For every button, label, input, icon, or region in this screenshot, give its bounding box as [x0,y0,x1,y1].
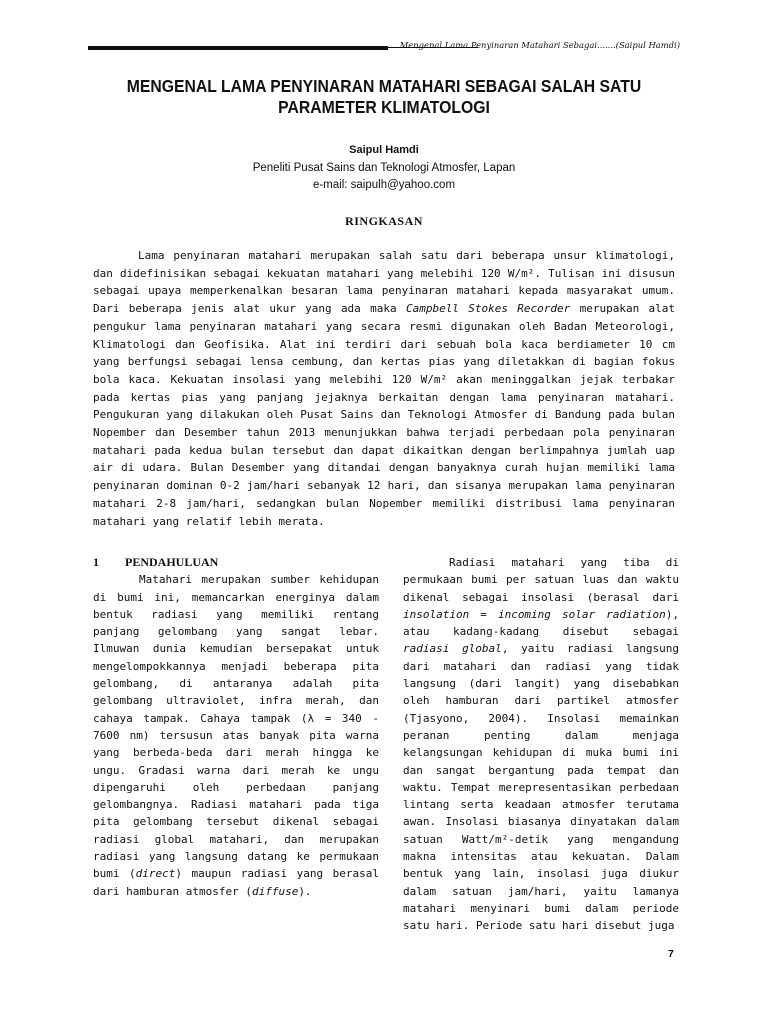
column-right [403,554,679,935]
term-direct: direct [135,867,176,881]
abstract-instrument-name: Campbell Stokes Recorder [405,302,571,316]
section-title: PENDAHULUAN [125,555,219,569]
abstract-text-2: merupakan alat pengukur lama penyinaran matahari yang secara resmi digunakan oleh Badan Meteorologi, Klimatologi dan Geofisika. Alat ini terdiri dari sebuah bola kaca berdiameter 10 cm yang berfungsi sebagai lensa cembung, dan kertas pias yang diletakkan di bagian fokus bola kaca. Kekuatan insolasi yang melebihi 120 W/m² akan meninggalkan jejak terbakar pada kertas pias yang panjang jejaknya berkaitan dengan lama penyinaran matahari. Pengukuran yang dilakukan oleh Pusat Sains dan Teknologi Atmosfer di Bandung pada bulan Nopember dan Desember tahun 2013 menunjukkan bahwa terjadi perbedaan pola penyinaran matahari pada kedua bulan tersebut dan dapat dikaitkan dengan berlimpahnya jumlah uap air di udara. Bulan Desember yang ditandai dengan banyaknya curah hujan memiliki lama penyinaran dominan 0-2 jam/hari sebanyak 12 hari, dan sisanya merupakan lama penyinaran matahari 2-8 jam/hari, sedangkan bulan Nopember memiliki distribusi lama penyinaran matahari yang relatif lebih merata. [93,302,676,528]
column-left [93,554,379,900]
page-number: 7 [668,948,674,960]
intro-text-4: Radiasi matahari yang tiba di permukaan bumi per satuan luas dan waktu dikenal sebagai insolasi (berasal dari [403,556,679,604]
section-heading [93,554,379,571]
term-diffuse: diffuse [251,884,299,898]
intro-text-2: ) maupun radiasi yang berasal dari hamburan atmosfer ( [93,867,379,898]
intro-paragraph-2 [403,554,679,935]
abstract-text-1: Lama penyinaran matahari merupakan salah satu dari beberapa unsur klimatologi, dan didefinisikan sebagai kekuatan matahari yang melebihi 120 W/m². Tulisan ini disusun sebagai upaya memperkenalkan besaran lama penyinaran matahari kepada masyarakat umum. Dari beberapa jenis alat ukur yang ada maka [93,249,675,316]
intro-text-5: ), atau kadang-kadang disebut sebagai [403,607,679,639]
author-email: e-mail: saipulh@yahoo.com [312,179,456,191]
running-header-text: Mengenal Lama Penyinaran Matahari Sebagai.......(Saipul Hamdi) [399,40,680,50]
intro-text-6: , yaitu radiasi langsung dari matahari dan radiasi yang tidak langsung (dari langit) yang disebabkan oleh hamburan dari partikel atmosfer (Tjasyono, 2004). Insolasi memainkan peranan penting dalam menjaga kelangsungan kehidupan di muka bumi ini dan sangat bergantung pada tempat dan waktu. Tempat merepresentasikan perbedaan lintang serta keadaan atmosfer terutama awan. Insolasi biasanya dinyatakan dalam satuan Watt/m²-detik yang mengandung makna intensitas atau kekuatan. Dalam bentuk yang lain, insolasi juga diukur dalam satuan jam/hari, yaitu lamanya matahari menyinari bumi dalam periode satu hari. Periode satu hari disebut juga [403,642,679,933]
section-number: 1 [93,555,99,569]
author-affiliation: Peneliti Pusat Sains dan Teknologi Atmosfer, Lapan [252,162,516,174]
running-header [88,40,680,54]
term-insolation: insolation = incoming solar radiation [403,607,666,621]
abstract-body [93,247,675,530]
header-rule-thick [88,46,388,50]
paper-title: MENGENAL LAMA PENYINARAN MATAHARI SEBAGAI SALAH SATU PARAMETER KLIMATOLOGI [126,76,642,117]
intro-text-3: ). [298,884,312,898]
abstract-heading: RINGKASAN [345,214,423,228]
author-name: Saipul Hamdi [349,144,419,156]
intro-paragraph-1 [93,571,379,900]
term-radiasi-global: radiasi global [403,642,502,656]
intro-text-1: Matahari merupakan sumber kehidupan di bumi ini, memancarkan energinya dalam bentuk radiasi yang memiliki rentang panjang gelombang yang sangat lebar. Ilmuwan dunia kemudian bersepakat untuk mengelompokkannya menjadi beberapa pita gelombang, di antaranya adalah pita gelombang ultraviolet, infra merah, dan cahaya tampak. Cahaya tampak (λ = 340 - 7600 nm) tersusun atas banyak pita warna yang berbeda-beda dari merah hingga ke ungu. Gradasi warna dari merah ke ungu dipengaruhi oleh perbedaan panjang gelombangnya. Radiasi matahari pada tiga pita gelombang tersebut dikenal sebagai radiasi global matahari, dan merupakan radiasi yang langsung datang ke permukaan bumi ( [93,573,379,881]
